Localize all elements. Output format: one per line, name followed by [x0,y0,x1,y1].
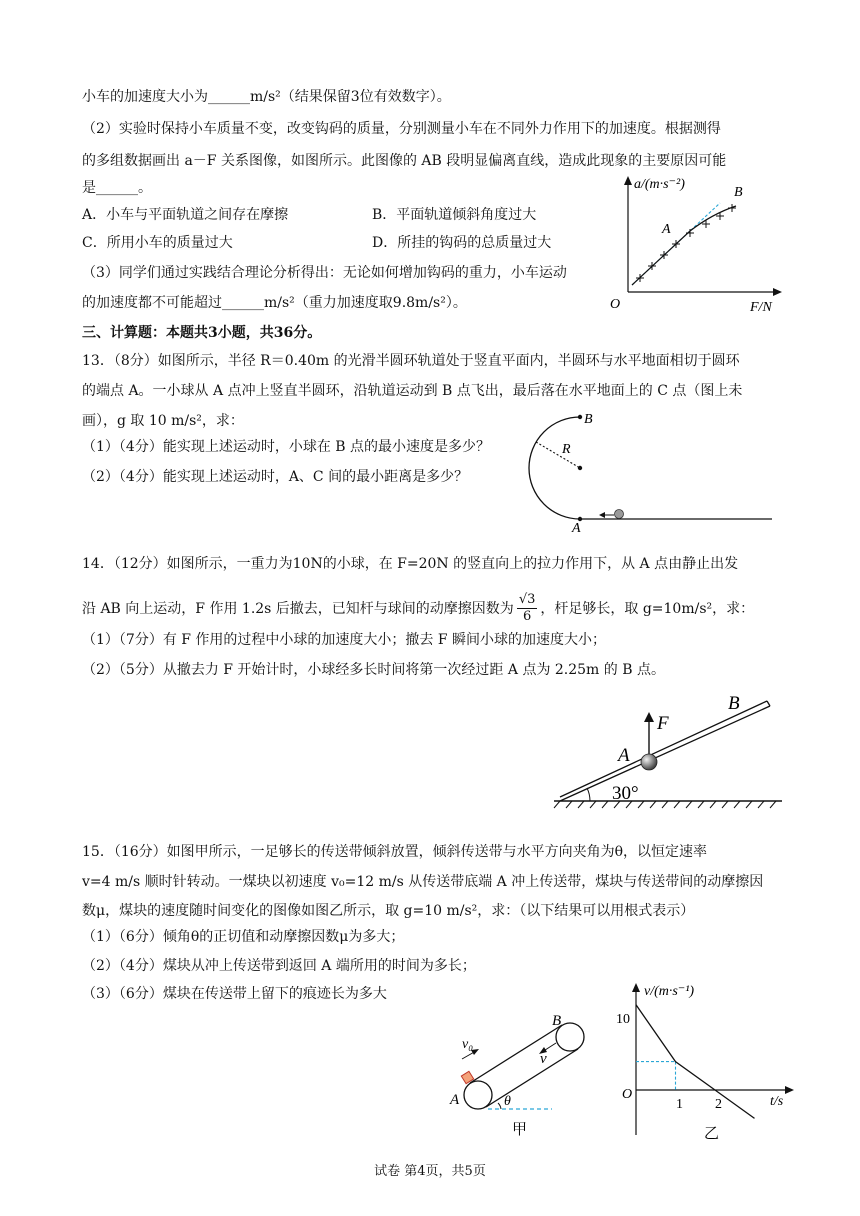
semicircle-track-figure [520,405,780,535]
q13-part2: （2）（4分）能实现上述运动时，A、C 间的最小距离是多少？ [82,469,469,485]
theta-arc [498,1103,501,1109]
t-axis-arrow [785,1086,794,1094]
t-axis-label: t/s [770,1094,784,1109]
point-b-label: B [734,185,743,200]
label-b: B [552,1013,562,1029]
q14-line2-start: 沿 AB 向上运动，F 作用 1.2s 后撤去，已知杆与球间的动摩擦因数为 [82,600,514,617]
ground-hatching [554,801,776,808]
semicircle-track [529,417,580,519]
q14-part2: （2）（5分）从撤去力 F 开始计时，小球经多长时间将第一次经过距 A 点为 2.25m 的 B 点。 [82,662,665,678]
caption-yi: 乙 [704,1126,720,1142]
q14-part1: （1）（7分）有 F 作用的过程中小球的加速度大小；撤去 F 瞬间小球的加速度大小； [82,632,607,648]
q15-line2: v=4 m/s 顺时针转动。一煤块以初速度 v₀=12 m/s 从传送带底端 A 冲上传送带，煤块与传送带间的动摩擦因 [82,874,764,890]
q14-line2-end: ，杆足够长，取 g=10m/s²，求： [540,600,755,617]
radius-line [536,442,580,468]
point-a-label: A [662,222,671,237]
y-axis-arrow [624,176,632,185]
q12-line6: 的加速度都不可能超过______m/s²（重力加速度取9.8m/s²）。 [82,295,467,311]
x-axis-label: F/N [750,300,772,315]
q15-part1: （1）（6分）倾角θ的正切值和动摩擦因数μ为多大； [82,929,405,945]
label-a: A [572,521,581,535]
q12-line1: 小车的加速度大小为______m/s²（结果保留3位有效数字）。 [82,89,451,105]
q15-part2: （2）（4分）煤块从冲上传送带到返回 A 端所用的时间为多长； [82,958,476,974]
q12-line5: （3）同学们通过实践结合理论分析得出：无论如何增加钩码的重力，小车运动 [82,265,567,281]
angle-arc [587,788,590,801]
q12-option-b: B．平面轨道倾斜角度过大 [372,207,537,223]
q12-option-a: A．小车与平面轨道之间存在摩擦 [82,207,289,223]
vt-chart [612,975,798,1143]
page-footer: 试卷 第4页，共5页 [374,1164,486,1179]
q15-line1: 15．（16分）如图甲所示，一足够长的传送带倾斜放置，倾斜传送带与水平方向夹角为θ，以恒定速率 [82,844,708,860]
q15-part3: （3）（6分）煤块在传送带上留下的痕迹长为多大 [82,986,387,1002]
caption-jia: 甲 [512,1122,528,1138]
section-3-heading: 三、计算题：本题共3小题，共36分。 [82,325,322,341]
fraction-numerator: √3 [518,592,536,607]
label-a: A [450,1092,460,1108]
bottom-pulley [464,1081,492,1109]
origin-label: O [610,297,621,312]
v-label: v [540,1051,547,1067]
point-b [578,415,582,419]
theta-label: θ [504,1094,511,1109]
label-b: B [728,693,740,714]
conveyor-belt-figure [440,1005,610,1140]
q12-line2: （2）实验时保持小车质量不变，改变钩码的质量，分别测量小车在不同外力作用下的加速度。根据测得 [82,121,721,137]
rod-end [767,701,770,706]
q13-line3: 画），g 取 10 m/s²，求： [82,413,244,429]
belt-top [470,1025,562,1083]
ball [641,754,657,770]
q15-line3: 数μ，煤块的速度随时间变化的图像如图乙所示，取 g=10 m/s²，求：（以下结果可以用根式表示） [82,903,695,919]
force-arrow-head [644,712,654,722]
friction-fraction [517,592,538,625]
velocity-arrow-head [599,512,605,518]
origin-label: O [622,1087,633,1102]
q12-option-d: D．所挂的钩码的总质量过大 [372,235,552,251]
q12-line3: 的多组数据画出 a－F 关系图像，如图所示。此图像的 AB 段明显偏离直线，造成此现象的主要原因可能 [82,153,727,169]
v-axis-label: v/(m·s⁻¹) [644,984,695,999]
xtick-2: 2 [715,1097,722,1112]
ball [615,510,624,519]
q14-line1: 14．（12分）如图所示，一重力为10N的小球，在 F=20N 的竖直向上的拉力作用下，从 A 点由静止出发 [82,556,739,572]
a-f-graph [600,168,790,320]
label-r: R [562,442,571,457]
xtick-1: 1 [676,1097,683,1112]
q12-option-c: C．所用小车的质量过大 [82,235,233,251]
q13-line2: 的端点 A。一小球从 A 点冲上竖直半圆环，沿轨道运动到 B 点飞出，最后落在水平地面上的 C 点（图上未 [82,383,743,399]
inclined-rod-figure [550,685,790,810]
force-label: F [657,713,669,734]
v0-label: v₀ [462,1037,474,1052]
q12-line4: 是______。 [82,180,152,196]
label-a: A [618,745,630,766]
belt-bottom [486,1049,578,1107]
data-points [636,204,736,282]
y-axis-label: a/(m·s⁻²) [634,177,685,192]
fraction-denominator: 6 [522,609,532,624]
angle-label: 30° [612,783,639,804]
x-axis-arrow [773,288,782,296]
label-b: B [584,412,593,427]
q14-line2 [82,592,754,625]
q13-part1: （1）（4分）能实现上述运动时，小球在 B 点的最小速度是多少？ [82,439,491,455]
v-axis-arrow [632,983,640,992]
ytick-10: 10 [616,1012,630,1027]
q13-line1: 13．（8分）如图所示，半径 R＝0.40m 的光滑半圆环轨道处于竖直平面内，半圆环与水平地面相切于圆环 [82,353,740,369]
